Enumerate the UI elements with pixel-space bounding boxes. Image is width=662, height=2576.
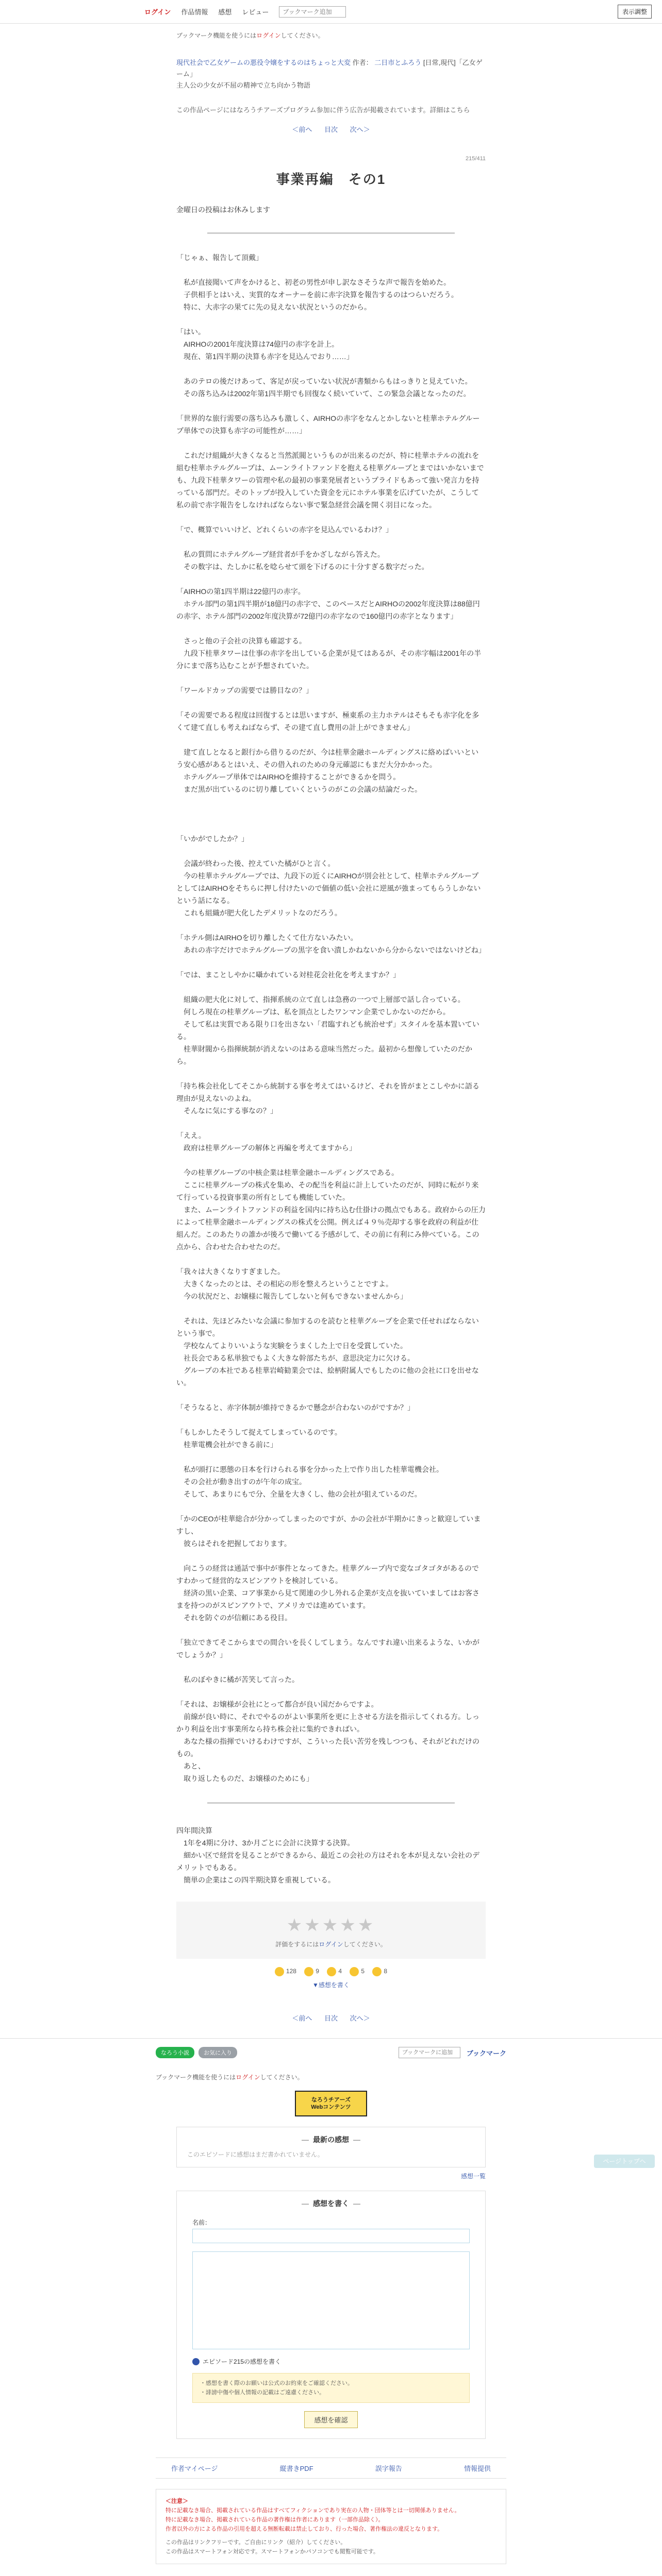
comment-warning: ・感想を書く際のお願いは公式のお約束をご確認ください。 ・誹謗中傷や個人情報の記載はご遠慮ください。 [192,2373,470,2403]
page-number: 215/411 [466,156,486,162]
latest-comments-body: このエピソードに感想はまだ書かれていません。 [187,2151,324,2158]
novel-paragraph [176,1067,486,1080]
typo-report-link[interactable]: 誤字報告 [375,2465,402,2472]
afterword-separator [207,1802,455,1804]
novel-paragraph: ホテルグループ単体ではAIRHOを維持することができるかを問う。 [176,773,401,781]
tag-favorite[interactable]: お気に入り [198,2047,237,2058]
pager-bottom [176,2013,486,2023]
novel-paragraph: 現在、第1四半期の決算も赤字を見込んでおり……」 [176,352,354,361]
reaction-2[interactable]: 9 [304,1967,319,1976]
novel-paragraph: 建て直しとなると銀行から借りるのだが、今は桂華金融ホールディングスに絡めばいいという安心感があるとはいえ、その借入れのための身元確認にもまだ大分かかった。 [176,748,479,769]
prev-link[interactable]: ＜前へ [292,126,312,133]
novel-paragraph: 桂華電機会社ができる前に」 [176,1440,277,1449]
novel-paragraph: 「独立できてそこからまでの間合いを長くしてしまう。なんですれ違い出来るような、いかがでしょうか？」 [176,1638,479,1659]
vertical-pdf-link[interactable]: 縦書きPDF [279,2465,313,2472]
preface: 金曜日の投稿はお休みします [176,206,270,214]
novel-paragraph [176,264,486,276]
novel-paragraph: あのテロの後だけあって、客足が戻っていない状況が書類からもはっきりと見えていた。 [176,377,472,385]
series-line2: 主人公の少女が不屈の精神で立ち向かう物語 [176,81,311,89]
novel-paragraph: その落ち込みは2002年第1四半期でも回復なく続いていて、この緊急会議となったのだ。 [176,389,471,398]
latest-comments-panel [176,2127,486,2167]
reaction-emoji-icon [275,1967,284,1976]
display-settings-button[interactable]: 表示調整 [618,5,652,19]
novel-paragraph: あなた様の指揮でいけるわけですが、こういった長い苦労を残しつつも、それがどれだけのもの。 [176,1737,479,1758]
reaction-3[interactable]: 4 [327,1967,342,1976]
global-header [0,0,662,24]
novel-paragraph: 政府は桂華グループの解体と再編を考えてますから」 [176,1144,356,1152]
novel-paragraph [176,1302,486,1315]
novel-paragraph [176,1550,486,1562]
series-title-link[interactable]: 現代社会で乙女ゲームの悪役令嬢をするのはちょっと大変 [176,59,351,66]
novel-paragraph: その数字は、たしかに私を唸らせて頭を下げるのに十分すぎる数字だった。 [176,563,429,571]
comment-form [176,2191,486,2439]
novel-paragraph [176,622,486,635]
afterword [176,1824,486,1886]
novel-paragraph: 前線が良い時に、それでやるのがよい事業所を更に上させる方法を指示してくれる方。しっかり利益を出す事業所なら持ち株会社に集約できればい。 [176,1713,479,1733]
disclaimer: ＜注意＞ 特に記載なき場合、掲載されている作品はすべてフィクションであり実在の人物・団体等とは一切関係ありません。 特に記載なき場合、掲載されている作品の著作権は作者にあります（一部作品除く）。 作者以外の方による作品の引用を超える無断転載は禁止しており、行った場合、著作権法の違反となります。 この作品はリンクフリーです。ご自由にリンク（紹介）してください。 この作品はスマートフォン対応です。スマートフォンかパソコンでも閲覧可能です。 [156,2489,506,2564]
novel-paragraph: 会議が終わった後、控えていた橘がひと言く。 [176,859,335,868]
novel-paragraph: 大きくなったのとは、その相応の形を整えろということですよ。 [176,1280,393,1288]
novel-paragraph: 「もしかしたそうして捉えてしまっているのです。 [176,1428,342,1436]
bottom-bar [0,2038,662,2058]
header-right [618,5,652,19]
novel-paragraph: 「じゃぁ、報告して頂戴」 [176,253,263,262]
novel-paragraph: ホテル部門の第1四半期が18億円の赤字で、このペースだとAIRHOの2002年度決算は88億円の赤字、ホテル部門の2002年度決算が72億円の赤字なので160億円の赤字となります」 [176,600,480,620]
page-top-button[interactable]: ページトップへ [594,2155,655,2168]
afterword-paragraph: 1年を4期に分け、3か月ごとに会計に決算する決算。 [176,1839,355,1847]
novel-paragraph [176,808,486,820]
novel-paragraph [176,313,486,326]
bookmark-input-bottom[interactable] [399,2047,460,2058]
submit-comment-button[interactable]: 感想を確認 [304,2411,357,2428]
novel-paragraph [176,697,486,709]
notice-area [176,24,486,40]
novel-paragraph: 学校なんてよりいいような実験をうまくした上で日を受賞していた。 [176,1342,407,1350]
novel-paragraph [176,1661,486,1673]
novel-paragraph [176,1117,486,1129]
rating-note: 評価をするにはログインしてください。 [275,1941,387,1948]
novel-paragraph: 「そうなると、赤字体制が維持できるかで懸念が合わないのがですか？」 [176,1403,415,1412]
author-mypage-link[interactable]: 作者マイページ [171,2465,218,2472]
novel-paragraph: 「世界的な旅行需要の落ち込みも激しく、AIRHOの赤字をなんとかしないと桂華ホテルグループ単体での決算も赤字の可能性が……」 [176,414,480,435]
novel-paragraph: 彼らはそれを把握しております。 [176,1539,291,1548]
name-field[interactable] [192,2229,470,2243]
novel-paragraph: それを防ぐのが信頼にある役目。 [176,1614,292,1622]
comment-textarea[interactable] [192,2251,470,2349]
chapter-title: 事業再編 その1 [276,172,386,187]
novel-paragraph: 何しろ現在の桂華グループは、私を頂点としたワンマン企業でしかないのだから。 [176,1008,450,1016]
novel-paragraph [176,363,486,375]
novel-paragraph [176,981,486,993]
afterword-paragraph: 細かい区で経営を見ることができるから、最近この会社の方はそれを本が見えない会社のデメリットでもある。 [176,1851,479,1872]
novel-paragraph: 私の質問にホテルグループ経営者が手をかざしながら答えた。 [176,550,385,558]
novel-paragraph: 今の桂華ホテルグループでは、九段下の近くにAIRHOが別会社として、桂華ホテルグループとしてはAIRHOをそちらに押し付けたいので価値の低い会社に逆風が強まってもらうしかないという話になる。 [176,872,481,905]
novel-paragraph [176,1624,486,1636]
reaction-bar [176,1967,486,1976]
name-label: 名前： [192,2219,211,2226]
novel-paragraph: 取り返したものだ、お嬢様のためにも」 [176,1774,313,1783]
novel-paragraph: そして、あまりにもで分、全量を大きくし、他の会社が狙えているのだ。 [176,1490,422,1498]
novel-paragraph [176,672,486,684]
novel-paragraph [176,734,486,746]
novel-paragraph [176,1686,486,1698]
novel-paragraph [176,1253,486,1265]
reaction-4[interactable]: 5 [350,1967,365,1976]
reaction-emoji-icon [327,1967,336,1976]
novel-paragraph [176,536,486,548]
novel-paragraph: 私のぼやきに橘が苦笑して言った。 [176,1675,299,1684]
novel-paragraph: 「かのCEOが桂華総合が分かってしまったのですが、かの会社が半期かにきっと歓迎していますし、 [176,1515,481,1535]
reaction-1[interactable]: 128 [275,1967,296,1976]
episode-check[interactable]: エピソード215の感想を書く [192,2357,470,2366]
novel-paragraph: それは、先ほどみたいな会議に参加するのを読むと桂華グループを企業で任せればならないという事で。 [176,1317,479,1337]
reaction-emoji-icon [350,1967,359,1976]
novel-paragraph [176,1500,486,1513]
novel-paragraph [176,919,486,931]
novel-paragraph: 子供相手とはいえ、実質的なオーナーを前に赤字決算を報告するのはつらいだろう。 [176,291,458,299]
novel-paragraph: 「それは、お嬢様が会社にとって都合が良い国だからですよ。 [176,1700,378,1708]
reaction-emoji-icon [304,1967,313,1976]
author-link[interactable]: 二日市とふろう [374,59,422,66]
novel-paragraph [176,437,486,449]
prev-link-bottom[interactable]: ＜前へ [292,2014,312,2022]
afterword-paragraph: 四年間決算 [176,1826,212,1835]
novel-paragraph: 「持ち株会社化してそこから統制する事を考えてはいるけど、それを皆がまとこしやかに語る理由が見えないのよね。 [176,1082,479,1103]
next-link-bottom[interactable]: 次へ＞ [350,2014,370,2022]
cheers-banner[interactable]: なろうチアーズ Webコンテンツ [295,2091,367,2116]
novel-paragraph: 社長会である私単独でもよく大きな幹部たちが、意思決定力に欠ける。 [176,1354,415,1362]
novel-paragraph: 私が頭打に悪態の日本を行けられる事を分かった上で作り出した桂華電機会社。 [176,1465,443,1473]
nav-work-info[interactable]: 作品情報 [181,8,208,16]
novel-body [176,251,486,1785]
novel-paragraph: 私が直接聞いて声をかけると、初老の男性が申し訳なさそうな声で報告を始めた。 [176,278,451,286]
novel-paragraph [176,1389,486,1401]
series-info [176,57,486,116]
radio-icon [192,2358,200,2365]
login-link[interactable]: ログイン [144,8,171,16]
disclaimer-title: ＜注意＞ [166,2498,188,2504]
index-link[interactable]: 目次 [324,126,338,133]
novel-paragraph: これだけ組織が大きくなると当然派閥というものが出来るのだが、特に桂華ホテルの流れを組む桂華ホテルグループは、ムーンライトファンドを抱える桂華グループとまではいかないまでも、九段下桂華タワーの管理や私の最初の事業発展者というプライドもあって強い発言力を持っている部門だ。そのトップが投入していた資金を元にホテル事業を広げていたが、こうして私の前で赤字報告をしなければならない事で緊急経営会議を開く羽目になった。 [176,451,484,509]
novel-paragraph: 「ホテル側はAIRHOを切り離したくて仕方ないみたい。 [176,934,358,942]
novel-paragraph [176,820,486,833]
bookmark-notice-bottom: ブックマーク機能を使うにはログインしてください。 [156,2074,304,2081]
afterword-paragraph: 簡単の企業はこの四半期決算を重視している。 [176,1876,335,1884]
next-link[interactable]: 次へ＞ [350,126,370,133]
novel-paragraph: 「その需要である程度は回復するとは思いますが、極東系の主力ホテルはそもそも赤字化を多くて建て直しも考えねばならず、その建て直し費用の計上ができません」 [176,711,479,732]
novel-paragraph: 「我々は大きくなりすぎました。 [176,1267,285,1276]
novel-paragraph [176,573,486,585]
novel-paragraph: 「で、概算でいいけど、どれくらいの赤字を見込んでいるわけ？」 [176,526,393,534]
footer-links [156,2458,506,2479]
write-comment-link[interactable]: ▼感想を書く [312,1981,350,1989]
comment-form-title: — 感想を書く — [177,2191,485,2214]
bookmark-add-input[interactable] [279,6,346,18]
rating-box [176,1902,486,1959]
notice2-login-link[interactable]: ログイン [236,2074,260,2081]
rating-stars[interactable]: ★★★★★ [286,1916,376,1935]
novel-paragraph: 「ワールドカップの需要では勝目なの？」 [176,686,313,694]
novel-paragraph: そして私は実質である限り口を出さない「君臨すれども統治せず」スタイルを基本置いている。 [176,1020,479,1041]
novel-paragraph: あれの赤字だけでホテルグループの黒字を食い潰しかねないから分からないではないけどね」 [176,946,486,954]
novel-paragraph: そんなに気にする事なの？」 [176,1107,277,1115]
novel-paragraph: 向こうの経営は通話で事中が事件となってきた。桂華グループ内で変なゴタゴタがあるのですわかって経営的なスピンアウトを検討している。 [176,1564,479,1585]
novel-paragraph [176,511,486,523]
novel-paragraph: AIRHOの2001年度決算は74億円の赤字を計上。 [176,340,339,348]
novel-paragraph: 今の桂華グループの中核企業は桂華金融ホールディングスである。 [176,1168,399,1177]
novel-paragraph: さっと他の子会社の決算も確認する。 [176,637,306,645]
novel-paragraph: 特に、大赤字の果てに先の見えない状況というのだから。 [176,303,371,311]
novel-paragraph: 「はい。 [176,328,205,336]
novel-paragraph [176,795,486,808]
main-container [176,24,486,2023]
tag-narou[interactable]: なろう小説 [156,2047,194,2058]
latest-comments-title: — 最新の感想 — [177,2127,485,2150]
novel-paragraph: また、ムーンライトファンドの利益を国内に持ち込む仕掛けの拠点でもある。政府からの圧力によって桂華金融ホールディングスの株式を公開。例えば４９％売却する事を政府の利益が仕組んだ。このあたりの誰かが後ろで働いてる予感がして、その前に有利にみ伸べている。この点から、合わせた合わせたのだ。 [176,1206,486,1251]
preface-separator [207,232,455,234]
series-extra: [日常,現代]「乙女ゲーム」 [176,59,483,78]
novel-paragraph: 「ええ。 [176,1131,206,1140]
novel-paragraph: 桂華財閥から指揮統制が消えないのはある意味当然だった。最初から想像していたのだから。 [176,1045,472,1065]
novel-paragraph [176,400,486,412]
novel-paragraph [176,1451,486,1463]
comments-list-link[interactable]: 感想一覧 [460,2173,486,2180]
novel-paragraph [176,845,486,857]
bookmark-button[interactable]: ブックマーク [466,2049,506,2057]
notice-login-link[interactable]: ログイン [256,32,281,39]
novel-paragraph [176,1414,486,1426]
novel-paragraph: これも組織が肥大化したデメリットなのだろう。 [176,909,342,917]
nav-reviews[interactable]: レビュー [242,8,269,16]
novel-paragraph: 「AIRHOの第1四半期は22億円の赤字。 [176,587,305,596]
reaction-emoji-icon [372,1967,382,1976]
novel-paragraph: 組織の肥大化に対して、指揮系統の立て直しは急務の一つで上層部で話し合っている。 [176,995,465,1004]
author-label: 作者： [352,59,373,66]
novel-paragraph: まだ黒が出ているのに切り離していくというのがこの会議の結論だった。 [176,785,422,793]
novel-paragraph: 今の状況だと、お嬢様に報告してしないと何もできないませんから」 [176,1292,407,1300]
index-link-bottom[interactable]: 目次 [324,2014,338,2022]
rating-login-link[interactable]: ログイン [319,1941,343,1948]
info-report-link[interactable]: 情報提供 [464,2465,491,2472]
novel-paragraph: あと、 [176,1762,205,1770]
novel-paragraph [176,1154,486,1166]
novel-paragraph [176,956,486,969]
novel-paragraph: ここに桂華グループの株式を集め、その配当を利益に計上していたのだが、同時に転がり来て行っている投資事業の所有としても機能していた。 [176,1181,479,1201]
bookmark-notice: ブックマーク機能を使うにはログインしてください。 [176,32,324,39]
novel-paragraph: グループの本社である桂華岩崎勧業会では、絵柄附属人でもしたのに他の会社に口を出せない。 [176,1366,479,1387]
pager-top [176,124,486,134]
ad-note: この作品ページにはなろうチアーズプログラム参加に伴う広告が掲載されています。詳細はこちら [176,106,470,114]
novel-paragraph: 「いかがでしたか？」 [176,835,249,843]
reaction-5[interactable]: 8 [372,1967,387,1976]
nav-comments[interactable]: 感想 [218,8,232,16]
novel-paragraph: その会社が動き出すのが午年の成宝。 [176,1478,306,1486]
novel-paragraph: 経済の黒い企業、コア事業から見て関連の少し外れる企業が支点を抜いていましてはお客さまを持つのがスピンアウトで、アメリカでは進めています。 [176,1589,479,1609]
novel-paragraph: 九段下桂華タワーは仕事の赤字を出している企業が見てはあるが、その赤字幅は2001年の半分にまで落ち込むことが予想されていた。 [176,649,482,670]
novel-paragraph: 「では、まことしやかに囁かれている対桂花会社化を考えますか？」 [176,971,400,979]
